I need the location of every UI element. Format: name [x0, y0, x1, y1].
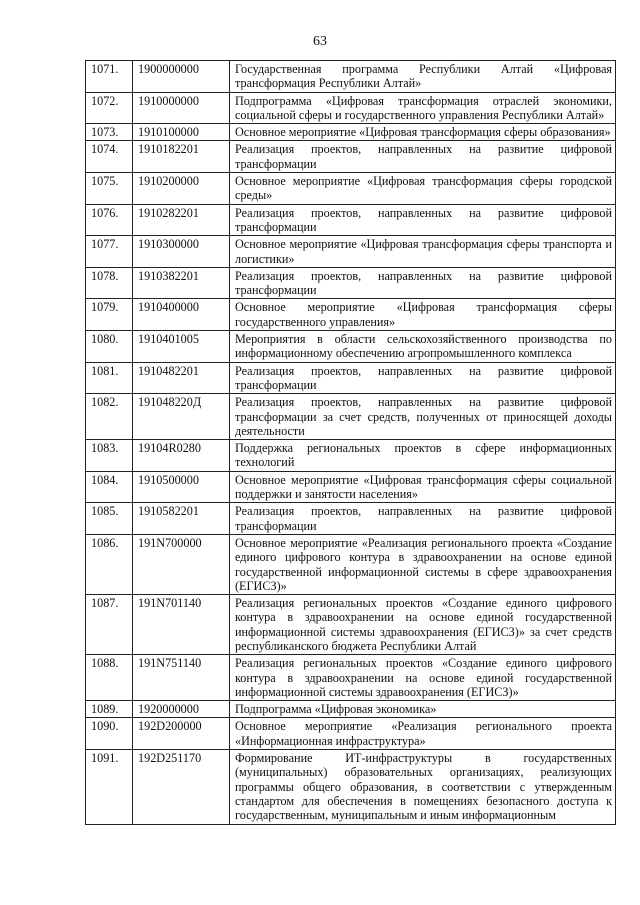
description-cell: Реализация проектов, направленных на развитие цифровой трансформации: [230, 362, 616, 394]
table-row: [86, 124, 616, 141]
row-number-cell: 1075.: [86, 173, 133, 205]
table-row: [86, 534, 616, 594]
description-cell: Основное мероприятие «Цифровая трансформация сферы государственного управления»: [230, 299, 616, 331]
table-row: [86, 173, 616, 205]
description-cell: Основное мероприятие «Цифровая трансформация сферы социальной поддержки и занятости населения»: [230, 471, 616, 503]
description-cell: Подпрограмма «Цифровая экономика»: [230, 701, 616, 718]
description-cell: Основное мероприятие «Цифровая трансформация сферы образования»: [230, 124, 616, 141]
table-row: [86, 236, 616, 268]
description-cell: Основное мероприятие «Реализация регионального проекта «Информационная инфраструктура»: [230, 718, 616, 750]
description-cell: Реализация проектов, направленных на развитие цифровой трансформации: [230, 503, 616, 535]
description-cell: Реализация проектов, направленных на развитие цифровой трансформации: [230, 141, 616, 173]
row-number-cell: 1074.: [86, 141, 133, 173]
code-cell: 191N751140: [133, 655, 230, 701]
table-row: [86, 61, 616, 93]
page-number: 63: [313, 34, 327, 49]
description-cell: Основное мероприятие «Цифровая трансформация сферы транспорта и логистики»: [230, 236, 616, 268]
description-cell: Мероприятия в области сельскохозяйственного производства по информационному обеспечению агропромышленного комплекса: [230, 331, 616, 363]
row-number-cell: 1086.: [86, 534, 133, 594]
row-number-cell: 1090.: [86, 718, 133, 750]
table-body: [86, 61, 616, 825]
code-cell: 1910401005: [133, 331, 230, 363]
table-row: [86, 299, 616, 331]
description-cell: Основное мероприятие «Цифровая трансформация сферы городской среды»: [230, 173, 616, 205]
row-number-cell: 1078.: [86, 267, 133, 299]
table-row: [86, 394, 616, 440]
code-cell: 1910200000: [133, 173, 230, 205]
code-cell: 191N701140: [133, 595, 230, 655]
description-cell: Реализация региональных проектов «Создание единого цифрового контура в здравоохранении на основе единой государственной информационной системы здравоохранения (ЕГИСЗ)» за счет средств республиканского бюджета Республики Алтай: [230, 595, 616, 655]
table-row: [86, 655, 616, 701]
table-row: [86, 92, 616, 124]
code-cell: 19104R0280: [133, 440, 230, 472]
row-number-cell: 1087.: [86, 595, 133, 655]
description-cell: Формирование ИТ-инфраструктуры в государственных (муниципальных) образовательных организациях, реализующих программы общего образования, в соответствии с утвержденным стандартом для обеспечения в помещениях безопасного доступа к государственным, муниципальным и иным информационным: [230, 750, 616, 824]
description-cell: Реализация региональных проектов «Создание единого цифрового контура в здравоохранении на основе единой государственной информационной системы здравоохранения (ЕГИСЗ)»: [230, 655, 616, 701]
description-cell: Реализация проектов, направленных на развитие цифровой трансформации: [230, 204, 616, 236]
code-cell: 1910500000: [133, 471, 230, 503]
table-row: [86, 471, 616, 503]
code-cell: 1910282201: [133, 204, 230, 236]
row-number-cell: 1076.: [86, 204, 133, 236]
row-number-cell: 1085.: [86, 503, 133, 535]
table-row: [86, 718, 616, 750]
row-number-cell: 1072.: [86, 92, 133, 124]
row-number-cell: 1079.: [86, 299, 133, 331]
row-number-cell: 1083.: [86, 440, 133, 472]
code-cell: 192D200000: [133, 718, 230, 750]
code-cell: 1910400000: [133, 299, 230, 331]
row-number-cell: 1084.: [86, 471, 133, 503]
code-cell: 1910382201: [133, 267, 230, 299]
description-cell: Подпрограмма «Цифровая трансформация отраслей экономики, социальной сферы и государственного управления Республики Алтай»: [230, 92, 616, 124]
row-number-cell: 1071.: [86, 61, 133, 93]
code-cell: 192D251170: [133, 750, 230, 824]
code-cell: 1920000000: [133, 701, 230, 718]
row-number-cell: 1080.: [86, 331, 133, 363]
code-cell: 1910182201: [133, 141, 230, 173]
table-row: [86, 141, 616, 173]
table-row: [86, 750, 616, 824]
code-cell: 191N700000: [133, 534, 230, 594]
code-cell: 1910482201: [133, 362, 230, 394]
table-row: [86, 503, 616, 535]
table-row: [86, 204, 616, 236]
description-cell: Основное мероприятие «Реализация регионального проекта «Создание единого цифрового контура в здравоохранении на основе единой государственной информационной системы в сфере здравоохранения (ЕГИСЗ)»: [230, 534, 616, 594]
code-cell: 1910582201: [133, 503, 230, 535]
row-number-cell: 1091.: [86, 750, 133, 824]
row-number-cell: 1073.: [86, 124, 133, 141]
code-cell: 191048220Д: [133, 394, 230, 440]
description-cell: Реализация проектов, направленных на развитие цифровой трансформации за счет средств, полученных от приносящей доходы деятельности: [230, 394, 616, 440]
row-number-cell: 1081.: [86, 362, 133, 394]
row-number-cell: 1082.: [86, 394, 133, 440]
classification-table: [85, 60, 616, 825]
code-cell: 1910300000: [133, 236, 230, 268]
table-row: [86, 331, 616, 363]
table-row: [86, 362, 616, 394]
code-cell: 1910000000: [133, 92, 230, 124]
row-number-cell: 1088.: [86, 655, 133, 701]
table-row: [86, 701, 616, 718]
description-cell: Поддержка региональных проектов в сфере информационных технологий: [230, 440, 616, 472]
row-number-cell: 1077.: [86, 236, 133, 268]
row-number-cell: 1089.: [86, 701, 133, 718]
code-cell: 1900000000: [133, 61, 230, 93]
description-cell: Государственная программа Республики Алтай «Цифровая трансформация Республики Алтай»: [230, 61, 616, 93]
table-row: [86, 595, 616, 655]
code-cell: 1910100000: [133, 124, 230, 141]
table-row: [86, 440, 616, 472]
description-cell: Реализация проектов, направленных на развитие цифровой трансформации: [230, 267, 616, 299]
table-row: [86, 267, 616, 299]
